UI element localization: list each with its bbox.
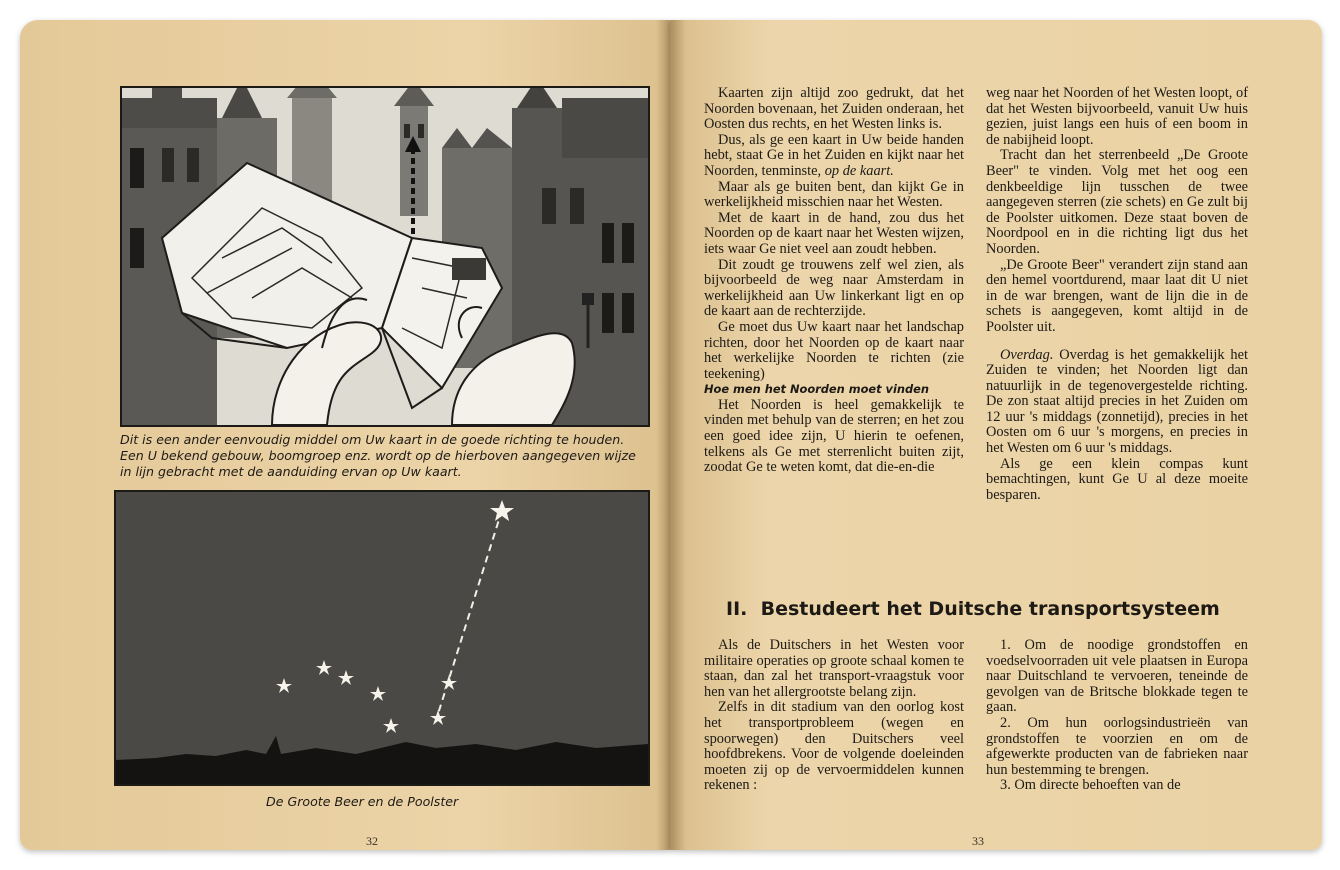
map-orientation-illustration xyxy=(120,86,650,427)
paragraph: Het Noorden is heel gemakkelijk te vinden met behulp van de sterren; en het zou een goed idee zijn, U hierin te oefenen, telkens als Ge met sterrenlicht buiten zijt, zoodat Ge te weten komt, dat die-en-die xyxy=(704,396,964,476)
paragraph: Maar als ge buiten bent, dan kijkt Ge in werkelijkheid misschien naar het Westen. xyxy=(704,178,964,211)
subheading: Hoe men het Noorden moet vinden xyxy=(704,382,929,397)
big-dipper-illustration xyxy=(114,490,650,786)
paragraph: Als de Duitschers in het Westen voor militaire operaties op groote schaal komen te staan, dan zal het transport-vraagstuk voor hen van het allergrootste belang zijn. xyxy=(704,637,964,700)
right-page xyxy=(670,20,1322,850)
paragraph: Als ge een klein compas kunt bemachtingen, kunt Ge U al deze moeite besparen. xyxy=(986,455,1248,503)
text-column-3 xyxy=(704,638,964,794)
text-column-2 xyxy=(986,86,1248,503)
paragraph: 1. Om de noodige grondstoffen en voedselvoorraden uit vele plaatsen in Europa naar Duitschland te vervoeren, teneinde de gevolgen van de Britsche blokkade tegen te gaan. xyxy=(986,637,1248,716)
paragraph: weg naar het Noorden of het Westen loopt, of dat het Westen bijvoorbeeld, vanuit Uw huis gezien, juist langs een huis of een boom in de nabijheid loopt. xyxy=(986,85,1248,148)
paragraph: „De Groote Beer" verandert zijn stand aan den hemel voortdurend, maar laat dit U niet in de war brengen, want de lijn die in de schets is aangegeven, komt altijd in de Poolster uit. xyxy=(986,256,1248,335)
figure2-caption: De Groote Beer en de Poolster xyxy=(266,794,459,809)
paragraph: Ge moet dus Uw kaart naar het landschap richten, door het Noorden op de kaart naar het werkelijke Noorden te richten (zie teekening) xyxy=(704,318,964,382)
section-heading: II. Bestudeert het Duitsche transportsysteem xyxy=(726,598,1220,620)
left-page-number: 32 xyxy=(366,834,378,848)
paragraph: 3. Om directe behoeften van de xyxy=(1000,777,1181,794)
paragraph: Kaarten zijn altijd zoo gedrukt, dat het Noorden bovenaan, het Zuiden onderaan, het Oosten dus rechts, en het Westen links is. xyxy=(704,85,964,133)
paragraph: Met de kaart in de hand, zou dus het Noorden op de kaart naar het Westen wijzen, iets waar Ge niet veel aan zoudt hebben. xyxy=(704,209,964,257)
text-column-4 xyxy=(986,638,1248,794)
paragraph: 2. Om hun oorlogsindustrieën van grondstoffen te voorzien en om de afgewerkte producten van de fabrieken naar hun bestemming te brengen. xyxy=(986,714,1248,778)
paragraph: Overdag. Overdag is het gemakkelijk het Zuiden te vinden; het Noorden ligt dan natuurlijk in de tegenovergestelde richting. De zon staat altijd precies in het Zuiden om 12 uur 's middags (zonnetijd), precies in het Oosten om 6 uur 's morgens, en precies in het Westen om 6 uur 's middags. xyxy=(986,346,1248,457)
paragraph: Dus, als ge een kaart in Uw beide handen hebt, staat Ge in het Zuiden en kijkt naar het Noorden, tenminste, op de kaart. xyxy=(704,131,964,179)
open-booklet xyxy=(20,20,1328,852)
paragraph: Tracht dan het sterrenbeeld „De Groote Beer" te vinden. Volg met het oog een denkbeeldige lijn tusschen de twee aangegeven sterren (zie schets) en Ge zult bij de Poolster uitkomen. Deze staat boven de Noordpool en in die richting ligt dus het Noorden. xyxy=(986,147,1248,257)
city-map-drawing xyxy=(122,88,648,425)
paragraph: Zelfs in dit stadium van den oorlog kost het transportprobleem (wegen en spoorwegen) den Duitschers veel hoofdbrekens. Voor de volgende doeleinden moeten zij op de vervoermiddelen kunnen rekenen : xyxy=(704,699,964,794)
book-gutter xyxy=(656,20,686,850)
figure1-caption: Dit is een ander eenvoudig middel om Uw kaart in de goede richting te houden. Een U bekend gebouw, boomgroep enz. wordt op de hierboven aangegeven wijze in lijn gebracht met de aanduiding ervan op Uw kaart. xyxy=(120,432,636,479)
right-page-number: 33 xyxy=(972,834,984,848)
paragraph: Dit zoudt ge trouwens zelf wel zien, als bijvoorbeeld de weg naar Amsterdam in werkelijkheid aan Uw linkerkant ligt en op de kaart aan de rechterzijde. xyxy=(704,256,964,320)
text-column-1 xyxy=(704,86,964,476)
left-page xyxy=(20,20,670,850)
night-sky-drawing xyxy=(116,492,648,784)
